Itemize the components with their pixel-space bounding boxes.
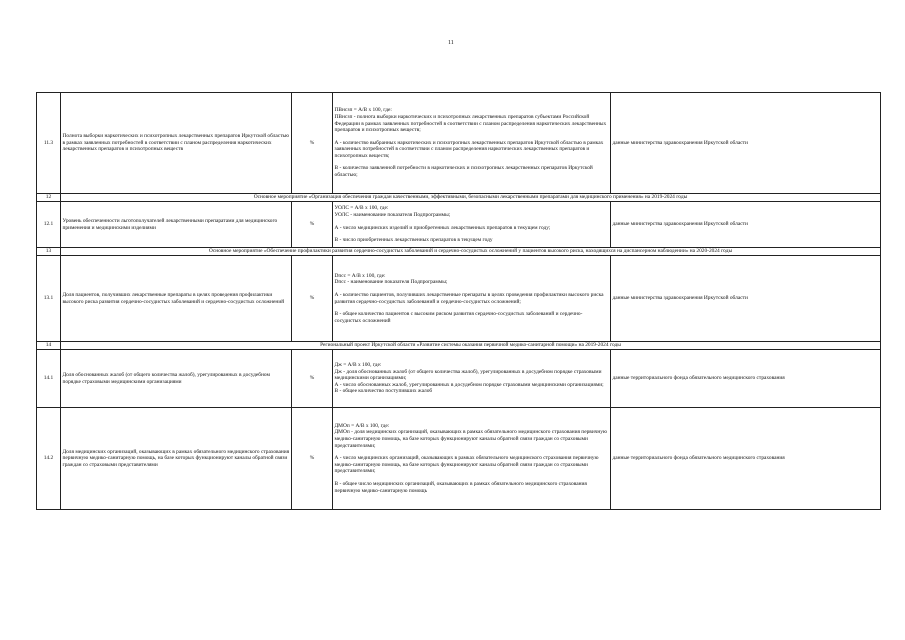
indicator-name: Доля медицинских организаций, оказывающих в рамках обязательного медицинского страхования первичную медико-санитарную помощь, на базе которых функционируют каналы обратной связи граждан со страховыми представителями [61, 408, 292, 510]
section-number: 14 [37, 342, 61, 350]
indicator-source: данные территориального фонда обязательного медицинского страхования [611, 350, 881, 408]
section-row [37, 248, 881, 256]
row-number: 12.1 [37, 202, 61, 248]
indicator-unit: % [292, 408, 333, 510]
row-number: 13.1 [37, 256, 61, 342]
row-number: 14.2 [37, 408, 61, 510]
row-number: 11.3 [37, 93, 61, 194]
indicator-source: данные министерства здравоохранения Иркутской области [611, 202, 881, 248]
section-number: 13 [37, 248, 61, 256]
indicator-formula [333, 408, 611, 510]
indicator-unit: % [292, 256, 333, 342]
indicator-unit: % [292, 350, 333, 408]
formula-line: В - количество заявленной потребности в наркотических и психотропных лекарственных препаратов Иркутской областью; [334, 165, 593, 179]
formula-line: А - число медицинских изделий и приобретенных лекарственных препаратов в текущем году; [334, 224, 551, 231]
row-number: 14.1 [37, 350, 61, 408]
formula-line: А - число медицинских организаций, оказывающих в рамках обязательного медицинского страхования первичную медико-санитарную помощь, на базе которых функционируют каналы обратной связи граждан со страховыми представителями; [334, 455, 599, 475]
indicator-unit: % [292, 202, 333, 248]
indicator-source: данные министерства здравоохранения Иркутской области [611, 93, 881, 194]
table-row [37, 408, 881, 510]
table-row [37, 202, 881, 248]
formula-line: А - количество выбранных наркотических и психотропных лекарственных препаратов Иркутской областью в рамках заявленных потребностей в соответствии с планом распределения наркотических лекарственных препаратов и психотропных веществ; [334, 139, 604, 159]
section-number: 12 [37, 194, 61, 202]
formula-line: А - количество пациентов, получивших лекарственные препараты в целях проведения профилактики высокого риска развития сердечно-сосудистых заболеваний и сердечно-сосудистых осложнений; [334, 291, 604, 305]
formula-line: Dпсс = А/В x 100, где: [334, 272, 386, 279]
formula-line: А - число обоснованных жалоб, урегулированных в досудебном порядке страховыми медицинскими организациями; [334, 381, 604, 388]
indicator-name: Доля пациентов, получивших лекарственные препараты в целях проведения профилактики высокого риска развития сердечно-сосудистых заболеваний и сердечно-сосудистых осложнений [61, 256, 292, 342]
formula-line: Дж - доля обоснованных жалоб (от общего количества жалоб), урегулированных в досудебном порядке страховыми медицинскими организациями; [334, 368, 602, 382]
table-row [37, 256, 881, 342]
indicator-source: данные министерства здравоохранения Иркутской области [611, 256, 881, 342]
section-title: Региональный проект Иркутской области «Развитие системы оказания первичной медико-санитарной помощи» на 2019-2024 годы [61, 342, 881, 350]
indicator-unit: % [292, 93, 333, 194]
formula-line: В - общее количество пациентов с высоким риском развития сердечно-сосудистых заболеваний и сердечно-сосудистых осложнений [334, 311, 583, 324]
indicator-source: данные территориального фонда обязательного медицинского страхования [611, 408, 881, 510]
formula-line: В - число приобретенных лекарственных препаратов в текущем году [334, 237, 493, 244]
formula-line: ДМОп = А/В x 100, где: [334, 422, 390, 429]
indicator-name: Уровень обеспеченности льготополучателей лекарственными препаратами для медицинского применения и медицинскими изделиями [61, 202, 292, 248]
indicator-formula [333, 202, 611, 248]
page-number: 11 [448, 40, 454, 46]
section-row [37, 342, 881, 350]
formula-line: Dпсс - наименование показателя Подпрограммы; [334, 279, 448, 286]
indicator-formula [333, 93, 611, 194]
indicator-formula [333, 350, 611, 408]
formula-line: ПВнсзп - полнота выборки наркотических и психотропных лекарственных препаратов субъектами Российской Федерации в рамках заявленных потребностей в соответствии с планом распределения наркотических лекарственных препаратов и психотропных веществ; [334, 113, 607, 134]
indicator-name: Доля обоснованных жалоб (от общего количества жалоб), урегулированных в досудебном порядке страховыми медицинскими организациями [61, 350, 292, 408]
indicator-name: Полнота выборки наркотических и психотропных лекарственных препаратов Иркутской областью в рамках заявленных потребностей в соответствии с планом распределения наркотических лекарственных препаратов и психотропных веществ [61, 93, 292, 194]
section-row [37, 194, 881, 202]
formula-line: Дж = А/В x 100, где: [334, 362, 382, 369]
formula-line: В - общее число медицинских организаций, оказывающих в рамках обязательного медицинского страхования первичную медико-санитарную помощь [334, 480, 587, 494]
formula-line: ПВнсзп = А/В x 100, где: [334, 107, 392, 114]
indicator-formula [333, 256, 611, 342]
table-row [37, 350, 881, 408]
section-title: Основное мероприятие «Обеспечение профилактики развития сердечно-сосудистых заболеваний и сердечно-сосудистых осложнений у пациентов высокого риска, находящихся на диспансерном наблюдении» на 2020-2024 годы [61, 248, 881, 256]
indicators-table [36, 92, 881, 510]
section-title: Основное мероприятие «Организация обеспечения граждан качественными, эффективными, безопасными лекарственными препаратами для медицинского применения» на 2019-2024 годы [61, 194, 881, 202]
formula-line: УОЛС = А/В x 100, где: [334, 205, 389, 212]
table-row [37, 93, 881, 194]
formula-line: ДМОп - доля медицинских организаций, оказывающих в рамках обязательного медицинского страхования первичную медико-санитарную помощь, на базе которых функционируют каналы обратной связи граждан со страховыми представителями; [334, 429, 608, 449]
formula-line: В - общее количество поступивших жалоб [334, 388, 433, 395]
formula-line: УОЛС - наименование показателя Подпрограммы; [334, 211, 451, 218]
